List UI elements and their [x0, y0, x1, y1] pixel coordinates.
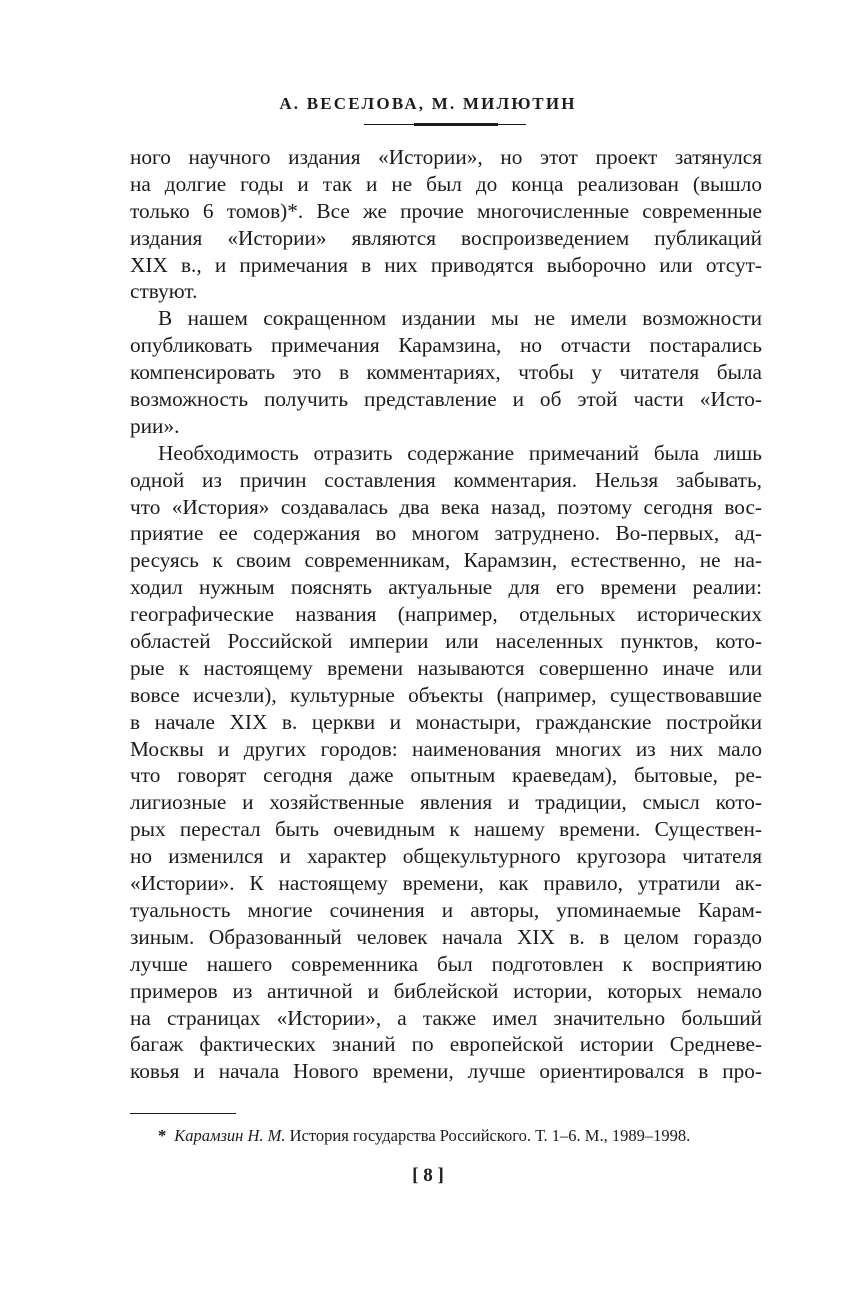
text-line: Москвы и других городов: наименования многих из них мало [130, 736, 762, 761]
footnote-author: Карамзин Н. М. [174, 1126, 286, 1145]
text-line: опубликовать примечания Карамзина, но отчасти постарались [130, 333, 762, 358]
text-line: «Истории». К настоящему времени, как правило, утратили ак- [130, 871, 762, 896]
footnote-text: История государства Российского. Т. 1–6. М., 1989–1998. [289, 1126, 691, 1145]
text-line: одной из причин составления комментария. Нельзя забывать, [130, 467, 762, 492]
text-line: туальность многие сочинения и авторы, упоминаемые Карам- [130, 897, 762, 922]
text-line: XIX в., и примечания в них приводятся выборочно или отсут- [130, 252, 762, 277]
text-line: но изменился и характер общекультурного кругозора читателя [130, 844, 762, 869]
text-line: багаж фактических знаний по европейской истории Средневе- [130, 1032, 762, 1057]
running-header: А. ВЕСЕЛОВА, М. МИЛЮТИН [279, 94, 577, 113]
main-text [130, 144, 762, 1085]
text-line: что говорят сегодня даже опытным краеведам), бытовые, ре- [130, 763, 762, 788]
text-line: ресуясь к своим современникам, Карамзин, естественно, не на- [130, 548, 762, 573]
text-line: что «История» создавалась два века назад, поэтому сегодня вос- [130, 494, 762, 519]
text-line: лигиозные и хозяйственные явления и традиции, смысл кото- [130, 790, 762, 815]
text-line: возможность получить представление и об этой части «Исто- [130, 387, 762, 412]
text-line: только 6 томов)*. Все же прочие многочисленные современные [130, 198, 762, 223]
text-line: издания «Истории» являются воспроизведением публикаций [130, 225, 762, 250]
text-line: ковья и начала Нового времени, лучше ориентировался в про- [130, 1059, 762, 1084]
text-line: лучше нашего современника был подготовлен к восприятию [130, 951, 762, 976]
text-line: на страницах «Истории», а также имел значительно больший [130, 1005, 762, 1030]
text-line: В нашем сокращенном издании мы не имели возможности [158, 306, 762, 331]
text-line: компенсировать это в комментариях, чтобы у читателя была [130, 360, 762, 385]
text-line: географические названия (например, отдельных исторических [130, 602, 762, 627]
text-line: примеров из античной и библейской истории, которых немало [130, 978, 762, 1003]
text-line: рые к настоящему времени называются совершенно иначе или [130, 655, 762, 680]
text-line: ходил нужным пояснять актуальные для его времени реалии: [130, 575, 762, 600]
text-line: зиным. Образованный человек начала XIX в. в целом гораздо [130, 924, 762, 949]
text-line: приятие ее содержания во многом затруднено. Во-первых, ад- [130, 521, 762, 546]
footnote [158, 1125, 768, 1147]
text-line: ного научного издания «Истории», но этот проект затянулся [130, 145, 762, 169]
text-line: вовсе исчезли), культурные объекты (например, существовавшие [130, 682, 762, 707]
footnote-marker: * [158, 1126, 167, 1145]
text-line: на долгие годы и так и не был до конца реализован (вышло [130, 171, 762, 196]
text-line: ствуют. [130, 279, 198, 304]
text-line: рых перестал быть очевидным к нашему времени. Существен- [130, 817, 762, 842]
text-line: рии». [130, 413, 180, 438]
header-rule-accent [414, 123, 498, 126]
text-line: Необходимость отразить содержание примечаний была лишь [158, 440, 762, 465]
page-number: [ 8 ] [412, 1165, 444, 1186]
footnote-rule [130, 1113, 236, 1114]
text-line: в начале XIX в. церкви и монастыри, гражданские постройки [130, 709, 762, 734]
text-line: областей Российской империи или населенных пунктов, кото- [130, 629, 762, 654]
